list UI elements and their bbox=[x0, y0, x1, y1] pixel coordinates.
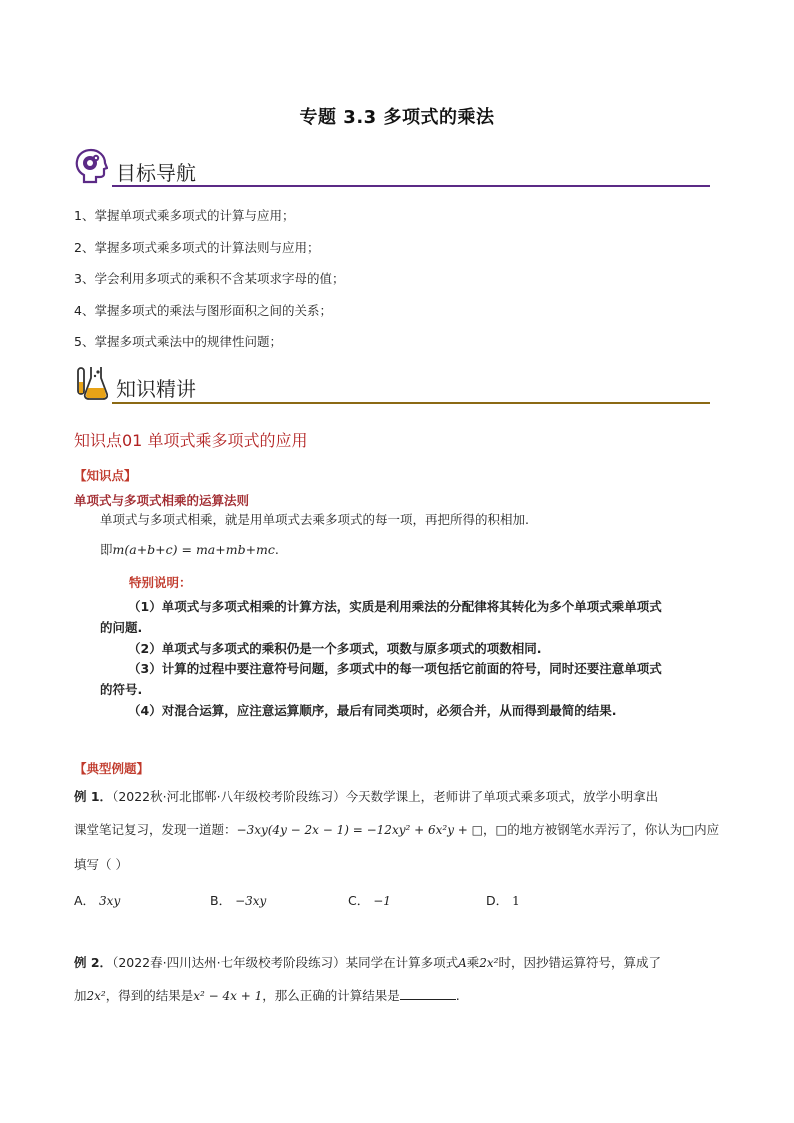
example-2-text: （2022春·四川达州·七年级校考阶段练习）某同学在计算多项式 bbox=[112, 955, 459, 970]
rule-title: 单项式与多项式相乘的运算法则 bbox=[74, 493, 250, 508]
goals-section-label: 目标导航 bbox=[116, 161, 196, 185]
example-2-text: . bbox=[455, 988, 460, 1003]
lab-flask-icon bbox=[74, 364, 108, 400]
example-1-equation: −3xy(4y − 2x − 1) = −12xy² + 6x²y + □ bbox=[236, 823, 483, 837]
special-note-heading: 特别说明： bbox=[129, 575, 192, 590]
note-line: （1）单项式与多项式相乘的计算方法，实质是利用乘法的分配律将其转化为多个单项式乘单项式 bbox=[128, 599, 662, 614]
goal-item: 1、掌握单项式乘多项式的计算与应用； bbox=[74, 208, 295, 223]
goal-item: 5、掌握多项式乘法中的规律性问题； bbox=[74, 334, 282, 349]
note-line: （2）单项式与多项式的乘积仍是一个多项式，项数与原多项式的项数相同. bbox=[128, 641, 542, 656]
goal-item: 2、掌握多项式乘多项式的计算法则与应用； bbox=[74, 239, 320, 255]
option-letter: A． bbox=[74, 893, 96, 908]
formula-suffix: . bbox=[274, 542, 279, 557]
example-1-text: （2022秋·河北邯郸·八年级校考阶段练习）今天数学课上，老师讲了单项式乘多项式，放学小明拿出 bbox=[112, 789, 659, 804]
example-1-line-1 bbox=[74, 787, 734, 807]
knowledge-point-title: 知识点01 单项式乘多项式的应用 bbox=[74, 431, 308, 450]
example-2-math: 2x² bbox=[479, 956, 499, 970]
note-line: 的问题. bbox=[100, 620, 143, 635]
option-c bbox=[348, 891, 391, 909]
option-d bbox=[486, 891, 520, 909]
knowledge-tag: 【知识点】 bbox=[74, 468, 137, 483]
example-2-math: A bbox=[458, 956, 467, 970]
example-1-text: 课堂笔记复习，发现一道题： bbox=[74, 822, 237, 837]
option-value: 3xy bbox=[99, 894, 121, 908]
page-title: 专题 3.3 多项式的乘法 bbox=[299, 107, 495, 128]
goals-list bbox=[74, 200, 714, 358]
option-letter: D． bbox=[486, 893, 509, 908]
option-letter: C． bbox=[348, 893, 370, 908]
example-2-label: 例 2． bbox=[74, 955, 113, 970]
examples-tag: 【典型例题】 bbox=[74, 761, 150, 776]
rule-formula bbox=[100, 540, 279, 560]
knowledge-section-rule bbox=[112, 402, 710, 404]
option-a bbox=[74, 891, 120, 909]
formula-expression: m(a+b+c) = ma+mb+mc bbox=[112, 542, 275, 557]
answer-blank[interactable] bbox=[400, 987, 456, 1000]
head-gears-icon bbox=[74, 148, 108, 184]
goals-section-rule bbox=[112, 185, 710, 187]
option-value: −1 bbox=[373, 894, 391, 908]
example-2-math: x² − 4x + 1 bbox=[193, 989, 263, 1003]
option-value: −3xy bbox=[235, 894, 267, 908]
example-2-text: 时，因抄错运算符号，算成了 bbox=[498, 955, 661, 970]
example-1-line-3: 填写（ ） bbox=[74, 857, 128, 872]
example-1-line-2 bbox=[74, 820, 754, 840]
option-letter: B． bbox=[210, 893, 232, 908]
example-2-line-2 bbox=[74, 986, 754, 1006]
example-2-math: 2x² bbox=[86, 989, 106, 1003]
knowledge-section-header bbox=[72, 364, 710, 404]
option-b bbox=[210, 891, 266, 909]
note-line: 的符号. bbox=[100, 682, 143, 697]
formula-prefix: 即 bbox=[100, 542, 113, 557]
option-value: 1 bbox=[512, 894, 520, 908]
example-2-line-1 bbox=[74, 953, 754, 973]
example-2-text: ，那么正确的计算结果是 bbox=[262, 988, 400, 1003]
example-2-text: ，得到的结果是 bbox=[105, 988, 194, 1003]
example-1-label: 例 1． bbox=[74, 789, 113, 804]
rule-text: 单项式与多项式相乘，就是用单项式去乘多项式的每一项，再把所得的积相加. bbox=[100, 512, 529, 527]
knowledge-section-label: 知识精讲 bbox=[116, 377, 196, 401]
goal-item: 3、学会利用多项式的乘积不含某项求字母的值； bbox=[74, 271, 345, 286]
example-1-text: ，□的地方被钢笔水弄污了，你认为□内应 bbox=[483, 822, 720, 837]
example-2-text: 乘 bbox=[466, 955, 480, 970]
goals-section-header bbox=[72, 148, 710, 188]
goal-item: 4、掌握多项式的乘法与图形面积之间的关系； bbox=[74, 302, 332, 318]
note-line: （3）计算的过程中要注意符号问题，多项式中的每一项包括它前面的符号，同时还要注意单项式 bbox=[128, 661, 662, 676]
note-line: （4）对混合运算，应注意运算顺序，最后有同类项时，必须合并，从而得到最简的结果. bbox=[128, 703, 617, 718]
example-2-text: 加 bbox=[74, 988, 87, 1003]
